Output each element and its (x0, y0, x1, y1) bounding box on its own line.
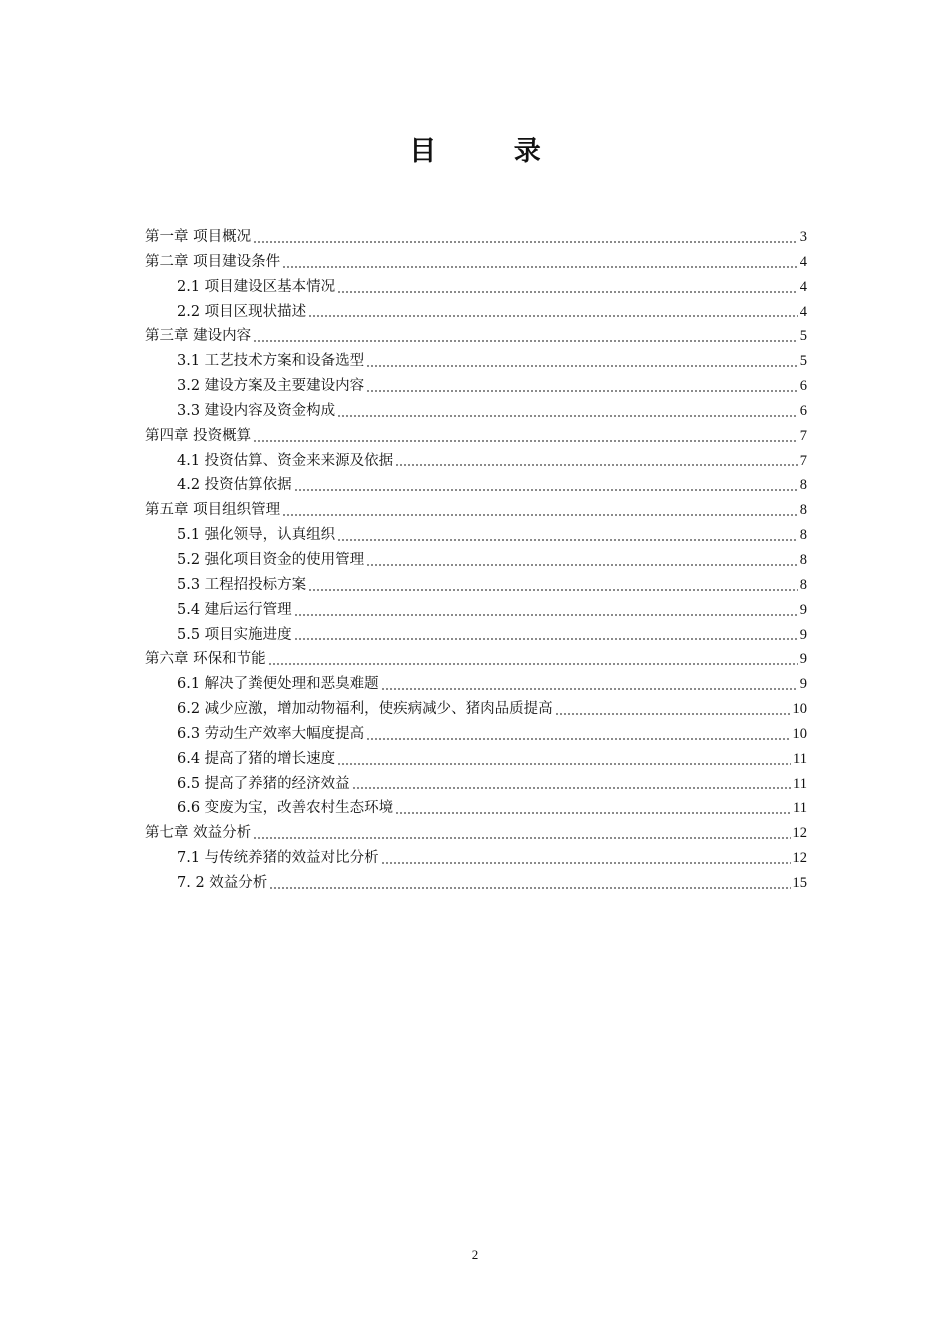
toc-section-entry[interactable] (145, 672, 807, 697)
dot-leader (337, 539, 798, 541)
toc-entry-page: 6 (799, 378, 807, 395)
dot-leader (294, 638, 798, 640)
dot-leader (282, 266, 798, 268)
toc-entry-label: 5.5 项目实施进度 (177, 626, 292, 643)
toc-section-entry[interactable] (145, 548, 807, 573)
toc-chapter-entry[interactable] (145, 424, 807, 449)
toc-entry-page: 6 (799, 402, 807, 419)
dot-leader (337, 415, 798, 417)
toc-section-entry[interactable] (145, 772, 807, 797)
toc-entry-page: 9 (799, 651, 807, 668)
toc-entry-label: 6.3 劳动生产效率大幅度提高 (177, 725, 365, 742)
toc-section-entry[interactable] (145, 573, 807, 598)
toc-entry-page: 4 (799, 303, 807, 320)
dot-leader (395, 464, 798, 466)
toc-section-entry[interactable] (145, 473, 807, 498)
dot-leader (253, 340, 798, 342)
dot-leader (337, 291, 798, 293)
toc-section-entry[interactable] (145, 374, 807, 399)
toc-entry-label: 第七章 效益分析 (145, 825, 252, 842)
toc-entry-label: 5.2 强化项目资金的使用管理 (177, 551, 365, 568)
dot-leader (253, 241, 798, 243)
dot-leader (337, 763, 791, 765)
toc-chapter-entry[interactable] (145, 225, 807, 250)
toc-entry-label: 2.1 项目建设区基本情况 (177, 278, 336, 295)
toc-entry-page: 8 (799, 502, 807, 519)
toc-entry-label: 4.2 投资估算依据 (177, 477, 292, 494)
toc-entry-label: 5.1 强化领导，认真组织 (177, 527, 336, 544)
toc-entry-page: 11 (793, 800, 807, 817)
toc-entry-label: 2.2 项目区现状描述 (177, 303, 307, 320)
toc-entry-label: 3.1 工艺技术方案和设备选型 (177, 353, 365, 370)
toc-entry-page: 11 (793, 775, 807, 792)
toc-section-entry[interactable] (145, 871, 807, 896)
dot-leader (269, 887, 790, 889)
table-of-contents (145, 225, 807, 896)
toc-entry-page: 8 (799, 477, 807, 494)
toc-entry-label: 第四章 投资概算 (145, 427, 252, 444)
dot-leader (366, 365, 798, 367)
toc-section-entry[interactable] (145, 796, 807, 821)
toc-entry-label: 第五章 项目组织管理 (145, 502, 281, 519)
toc-entry-label: 5.3 工程招投标方案 (177, 576, 307, 593)
page-number: 2 (471, 1247, 479, 1262)
toc-chapter-entry[interactable] (145, 250, 807, 275)
toc-section-entry[interactable] (145, 598, 807, 623)
toc-chapter-entry[interactable] (145, 647, 807, 672)
toc-entry-label: 7. 2 效益分析 (177, 874, 268, 891)
toc-section-entry[interactable] (145, 747, 807, 772)
toc-entry-page: 10 (792, 701, 807, 718)
toc-section-entry[interactable] (145, 449, 807, 474)
toc-entry-label: 6.5 提高了养猪的经济效益 (177, 775, 350, 792)
dot-leader (555, 713, 791, 715)
toc-section-entry[interactable] (145, 697, 807, 722)
toc-entry-page: 7 (799, 427, 807, 444)
toc-entry-page: 5 (799, 353, 807, 370)
toc-entry-page: 9 (799, 626, 807, 643)
toc-section-entry[interactable] (145, 300, 807, 325)
toc-entry-page: 4 (799, 278, 807, 295)
dot-leader (381, 688, 798, 690)
dot-leader (395, 812, 791, 814)
dot-leader (308, 589, 798, 591)
toc-entry-label: 6.2 减少应激，增加动物福利，使疾病减少、猪肉品质提高 (177, 701, 553, 718)
page-title: 目 录 (409, 136, 575, 167)
toc-section-entry[interactable] (145, 846, 807, 871)
dot-leader (352, 787, 791, 789)
toc-entry-page: 5 (799, 328, 807, 345)
dot-leader (253, 837, 790, 839)
toc-section-entry[interactable] (145, 523, 807, 548)
toc-section-entry[interactable] (145, 399, 807, 424)
toc-entry-label: 6.6 变废为宝，改善农村生态环境 (177, 800, 394, 817)
toc-section-entry[interactable] (145, 275, 807, 300)
dot-leader (282, 514, 798, 516)
toc-entry-label: 5.4 建后运行管理 (177, 601, 292, 618)
toc-entry-page: 8 (799, 576, 807, 593)
dot-leader (366, 738, 790, 740)
dot-leader (381, 862, 791, 864)
toc-entry-page: 8 (799, 527, 807, 544)
toc-entry-page: 3 (799, 229, 807, 245)
toc-entry-label: 4.1 投资估算、资金来来源及依据 (177, 452, 394, 469)
toc-entry-page: 12 (792, 850, 807, 867)
dot-leader (294, 614, 798, 616)
toc-entry-label: 3.3 建设内容及资金构成 (177, 402, 336, 419)
toc-entry-page: 15 (792, 874, 807, 891)
toc-entry-label: 3.2 建设方案及主要建设内容 (177, 378, 365, 395)
dot-leader (366, 390, 798, 392)
toc-entry-label: 6.4 提高了猪的增长速度 (177, 750, 336, 767)
toc-entry-page: 12 (792, 825, 807, 842)
toc-entry-label: 7.1 与传统养猪的效益对比分析 (177, 850, 379, 867)
toc-entry-label: 6.1 解决了粪便处理和恶臭难题 (177, 676, 379, 693)
dot-leader (366, 564, 798, 566)
toc-entry-page: 10 (792, 725, 807, 742)
dot-leader (294, 489, 798, 491)
dot-leader (308, 315, 798, 317)
toc-entry-page: 7 (799, 452, 807, 469)
dot-leader (253, 440, 798, 442)
toc-entry-page: 4 (799, 253, 807, 270)
toc-section-entry[interactable] (145, 349, 807, 374)
toc-entry-page: 11 (793, 750, 807, 767)
toc-entry-label: 第二章 项目建设条件 (145, 253, 281, 270)
toc-section-entry[interactable] (145, 623, 807, 648)
toc-entry-label: 第六章 环保和节能 (145, 651, 266, 668)
toc-entry-page: 9 (799, 676, 807, 693)
toc-entry-label: 第三章 建设内容 (145, 328, 252, 345)
toc-entry-label: 第一章 项目概况 (145, 229, 252, 245)
toc-chapter-entry[interactable] (145, 821, 807, 846)
toc-entry-page: 8 (799, 551, 807, 568)
toc-chapter-entry[interactable] (145, 324, 807, 349)
toc-entry-page: 9 (799, 601, 807, 618)
dot-leader (268, 663, 798, 665)
toc-chapter-entry[interactable] (145, 498, 807, 523)
toc-section-entry[interactable] (145, 722, 807, 747)
